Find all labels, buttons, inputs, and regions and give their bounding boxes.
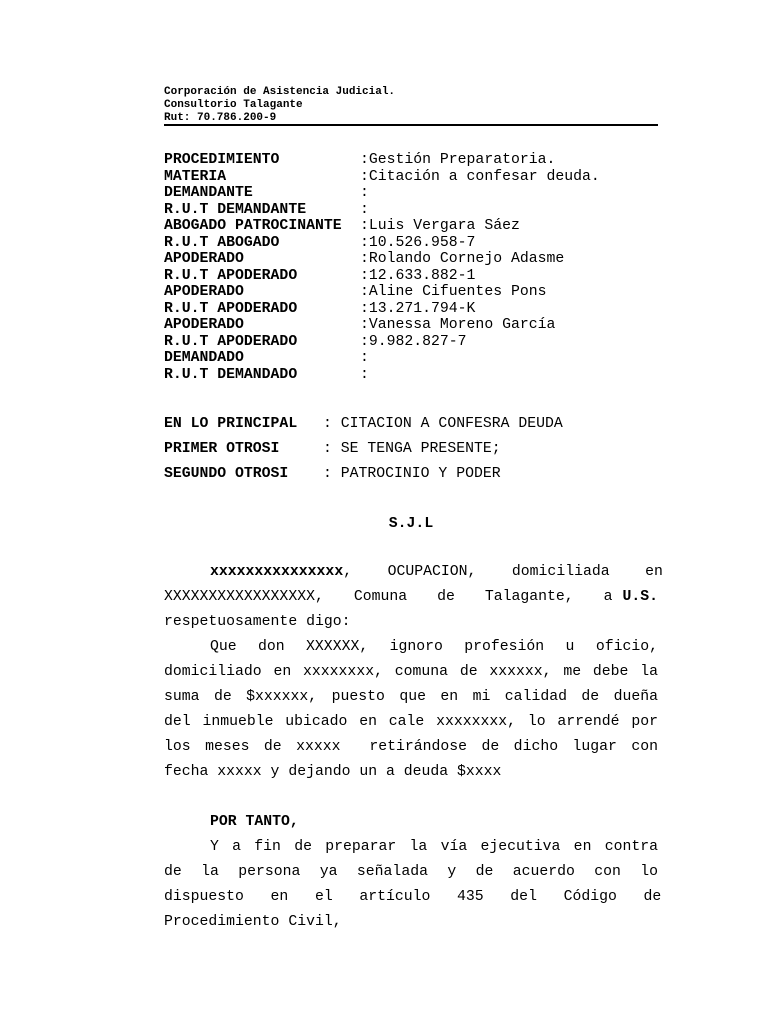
petition-summary	[164, 414, 658, 489]
field-label: R.U.T APODERADO	[164, 333, 298, 350]
body-line: Y a fin de preparar la vía ejecutiva en contra	[210, 839, 658, 855]
organization-rut: Rut: 70.786.200-9	[164, 112, 277, 124]
field-value: :Luis Vergara Sáez	[360, 218, 520, 234]
spacer	[164, 785, 658, 810]
body-line: respetuosamente digo:	[164, 614, 351, 630]
body-line: fecha xxxxx y dejando un a deuda $xxxx	[164, 764, 502, 780]
field-value: :Citación a confesar deuda.	[360, 168, 600, 185]
field-apoderado-2	[164, 284, 658, 301]
field-value: :	[360, 350, 369, 366]
field-label: R.U.T ABOGADO	[164, 234, 280, 251]
field-value: :Aline Cifuentes Pons	[360, 284, 547, 300]
field-value: :	[360, 366, 369, 383]
summary-principal	[164, 414, 658, 439]
field-rut-demandante	[164, 202, 658, 219]
summary-value: : SE TENGA PRESENTE;	[323, 441, 501, 457]
summary-primer-otrosi	[164, 439, 658, 464]
summary-label: SEGUNDO OTROSI	[164, 466, 289, 482]
field-rut-demandado	[164, 367, 658, 384]
summary-segundo-otrosi	[164, 464, 658, 489]
field-value: :9.982.827-7	[360, 333, 467, 350]
field-label: APODERADO	[164, 251, 244, 267]
summary-label: PRIMER OTROSI	[164, 441, 280, 457]
field-value: :	[360, 201, 369, 218]
body-line: dispuesto en el artículo 435 del Código de	[164, 889, 662, 905]
document-header	[164, 86, 658, 125]
body-line: los meses de xxxxx retirándose de dicho lugar con	[164, 739, 658, 755]
header-divider	[164, 124, 658, 126]
field-value: :Vanessa Moreno García	[360, 317, 556, 333]
field-procedimiento	[164, 152, 658, 169]
field-rut-apoderado-3	[164, 334, 658, 351]
field-label: ABOGADO PATROCINANTE	[164, 218, 342, 234]
field-label: DEMANDANTE	[164, 185, 253, 201]
field-label: DEMANDADO	[164, 350, 244, 366]
field-label: R.U.T DEMANDANTE	[164, 201, 307, 218]
field-label: APODERADO	[164, 284, 244, 300]
body-text: XXXXXXXXXXXXXXXXX, Comuna de Talagante, a	[164, 589, 623, 605]
field-apoderado-1	[164, 251, 658, 268]
field-label: R.U.T DEMANDADO	[164, 366, 298, 383]
field-label: APODERADO	[164, 317, 244, 333]
field-value: :Gestión Preparatoria.	[360, 152, 556, 168]
body-line	[164, 560, 663, 585]
body-line	[164, 585, 658, 610]
field-rut-abogado	[164, 235, 658, 252]
field-value: :	[360, 185, 369, 201]
field-label: R.U.T APODERADO	[164, 300, 298, 317]
field-value: :13.271.794-K	[360, 300, 476, 317]
document-body	[164, 560, 663, 935]
field-value: :10.526.958-7	[360, 234, 476, 251]
field-demandante	[164, 185, 658, 202]
plaintiff-name: xxxxxxxxxxxxxxx	[210, 564, 344, 580]
field-value: :Rolando Cornejo Adasme	[360, 251, 565, 267]
field-rut-apoderado-1	[164, 268, 658, 285]
summary-label: EN LO PRINCIPAL	[164, 416, 298, 432]
summary-value: : CITACION A CONFESRA DEUDA	[323, 416, 563, 432]
office-name: Consultorio Talagante	[164, 99, 303, 111]
body-line: suma de $xxxxxx, puesto que en mi calidad de dueña	[164, 689, 658, 705]
body-line: de la persona ya señalada y de acuerdo con lo	[164, 864, 658, 880]
field-label: R.U.T APODERADO	[164, 267, 298, 284]
us-abbreviation: U.S.	[622, 589, 658, 605]
field-label: MATERIA	[164, 168, 227, 185]
field-materia	[164, 169, 658, 186]
field-demandado	[164, 350, 658, 367]
organization-name: Corporación de Asistencia Judicial.	[164, 86, 396, 98]
body-line: Que don XXXXXX, ignoro profesión u oficio,	[210, 639, 658, 655]
body-line: del inmueble ubicado en cale xxxxxxxx, lo arrendé por	[164, 714, 658, 730]
field-abogado-patrocinante	[164, 218, 658, 235]
body-text: , OCUPACION, domiciliada en	[343, 564, 663, 580]
field-value: :12.633.882-1	[360, 267, 476, 284]
case-fields	[164, 152, 658, 383]
field-apoderado-3	[164, 317, 658, 334]
body-line: domiciliado en xxxxxxxx, comuna de xxxxxx, me debe la	[164, 664, 658, 680]
body-line: Procedimiento Civil,	[164, 914, 342, 930]
field-label: PROCEDIMIENTO	[164, 152, 280, 168]
summary-value: : PATROCINIO Y PODER	[323, 466, 501, 482]
field-rut-apoderado-2	[164, 301, 658, 318]
addressee-sjl: S.J.L	[388, 516, 434, 532]
por-tanto-heading: POR TANTO,	[210, 814, 299, 830]
